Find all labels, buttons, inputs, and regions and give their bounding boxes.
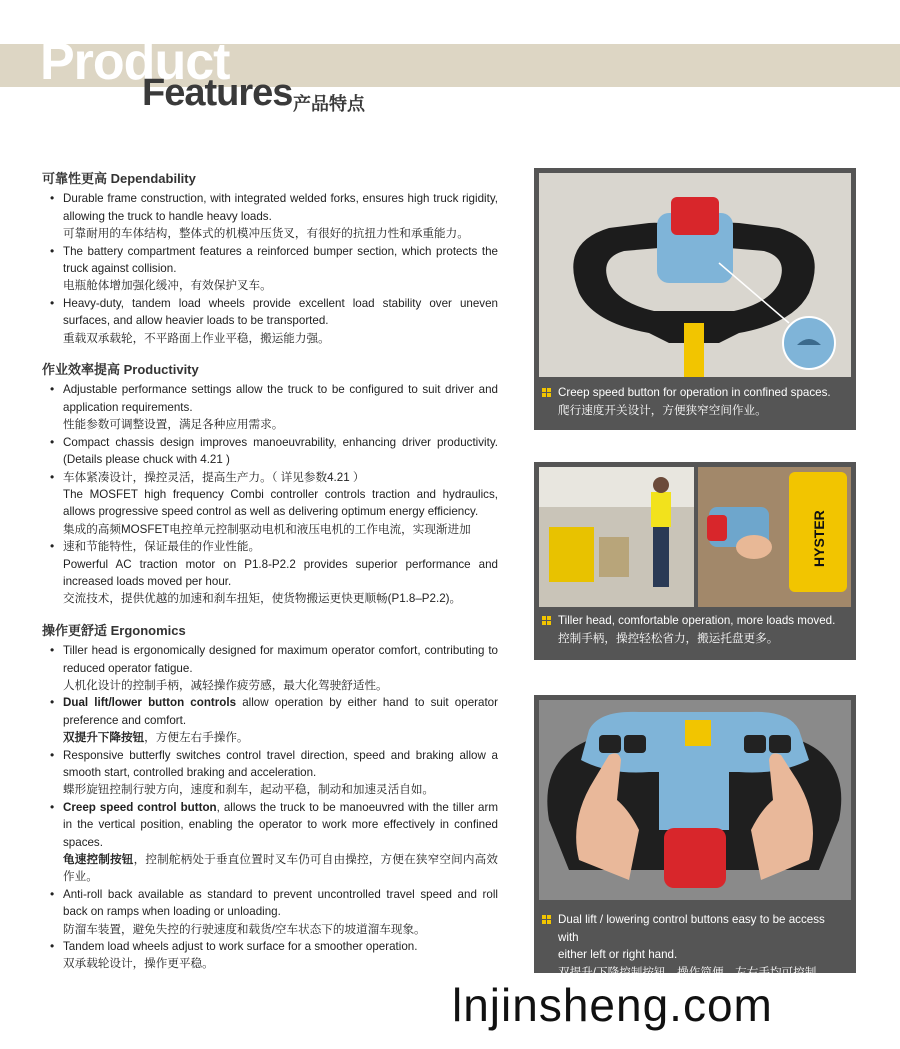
panel-caption (542, 384, 848, 419)
item-cn: 性能参数可调整设置，满足各种应用需求。 (63, 418, 284, 432)
panel-caption (542, 911, 848, 981)
item-cn-bold: 龟速控制按钮 (63, 853, 134, 867)
item-cn: 电瓶舱体增加强化缓冲，有效保护叉车。 (63, 279, 272, 293)
section-ergonomics (42, 622, 498, 973)
caption-bullet-icon (542, 388, 551, 397)
item-cn: 双承载轮设计，操作更平稳。 (63, 957, 214, 971)
section-heading: 作业效率提高 Productivity (42, 362, 199, 378)
list-item-continuation (42, 590, 498, 607)
caption-cn: 爬行速度开关设计，方便狭窄空间作业。 (558, 403, 767, 417)
item-en-bold: Dual lift/lower button controls (63, 696, 237, 710)
item-en: Compact chassis design improves manoeuvrability, enhancing driver productivity. (Details please chuck with 4.21 ) (63, 435, 498, 467)
caption-cn: 控制手柄，操控轻松省力，搬运托盘更多。 (558, 631, 779, 645)
item-en: Adjustable performance settings allow the truck to be configured to suit driver and application requirements. (63, 383, 498, 414)
list-item (42, 434, 498, 469)
item-cn: 交流技术，提供优越的加速和刹车扭矩，使货物搬运更快更顺畅(P1.8–P2.2)。 (63, 592, 462, 606)
caption-bullet-icon (542, 616, 551, 625)
caption-en-line2: either left or right hand. (558, 948, 678, 962)
item-en: Heavy-duty, tandem load wheels provide excellent load stability over uneven surfaces, and allow heavier loads to be transported. (63, 296, 498, 328)
caption-en: Tiller head, comfortable operation, more loads moved. (558, 614, 836, 627)
dual-button-hands-photo (539, 700, 851, 900)
item-cn: 可靠耐用的车体结构，整体式的机模冲压货叉，有很好的抗扭力性和承重能力。 (63, 227, 469, 241)
item-en: Tandem load wheels adjust to work surface for a smoother operation. (63, 940, 418, 954)
warehouse-operator-photo (539, 467, 851, 607)
item-cn: 集成的高频MOSFET电控单元控制驱动电机和液压电机的工作电流，实现渐进加 (63, 522, 471, 536)
photo-panel-tiller-head (534, 462, 856, 660)
photo-panel-dual-lift (534, 695, 856, 979)
list-item-continuation (42, 521, 498, 538)
list-item (42, 938, 498, 973)
item-cn-bold: 双提升下降按钮 (63, 731, 145, 745)
title-product: Product (40, 33, 230, 91)
item-cn: 速和节能特性，保证最佳的作业性能。 (63, 540, 261, 554)
list-item (42, 190, 498, 242)
list-item (42, 381, 498, 433)
caption-en: Creep speed button for operation in confined spaces. (558, 386, 831, 399)
item-en: Responsive butterfly switches control travel direction, speed and braking allow a smooth start, controlled braking and acceleration. (63, 748, 498, 779)
watermark-text: lnjinsheng.com (452, 979, 773, 1031)
tiller-handle-photo (539, 173, 851, 377)
photo-panel-creep-speed (534, 168, 856, 430)
item-cn: ，控制舵柄处于垂直位置时叉车仍可自由操控，方便在狭窄空间内高效作业。 (63, 853, 498, 884)
caption-en: Dual lift / lowering control buttons easy to be access with (558, 913, 825, 944)
item-en: Durable frame construction, with integrated welded forks, ensures high truck rigidity, allowing the truck to handle heavy loads. (63, 192, 498, 223)
title-features-cn: 产品特点 (293, 94, 365, 114)
caption-cn: 双提升/下降控制按钮，操作简便，左右手均可控制。 (558, 965, 828, 979)
hyster-brand-label: HYSTER (811, 510, 827, 567)
list-item (42, 295, 498, 347)
list-item (42, 469, 498, 521)
features-text-column (42, 170, 498, 987)
item-cn: 车体紧凑设计，操控灵活，提高生产力。（ 详见参数4.21 ） (63, 470, 365, 484)
item-cn: 人机化设计的控制手柄，减轻操作疲劳感，最大化驾驶舒适性。 (63, 678, 388, 692)
list-item (42, 747, 498, 799)
item-en: Anti-roll back available as standard to prevent uncontrolled travel speed and roll back on ramps when loading or unloading. (63, 887, 498, 919)
item-cn: ，方便左右手操作。 (144, 731, 249, 745)
item-en: Tiller head is ergonomically designed for maximum operator comfort, contributing to reduced operator fatigue. (63, 644, 498, 675)
list-item (42, 886, 498, 938)
list-item (42, 243, 498, 295)
item-en: allow operation by either hand to suit operator preference and comfort. (63, 696, 498, 727)
section-heading: 可靠性更高 Dependability (42, 171, 196, 186)
item-cn: 防溜车装置，避免失控的行驶速度和载货/空车状态下的坡道溜车现象。 (63, 922, 426, 936)
list-item (42, 799, 498, 886)
section-heading: 操作更舒适 Ergonomics (42, 622, 186, 638)
section-productivity (42, 361, 498, 608)
item-cn: 蝶形旋钮控制行驶方向，速度和刹车，起动平稳，制动和加速灵活自如。 (63, 783, 435, 797)
list-item (42, 642, 498, 694)
item-en-bold: Creep speed control button (63, 800, 217, 814)
item-en: Powerful AC traction motor on P1.8-P2.2 provides superior performance and increased loads moved per hour. (63, 557, 498, 588)
caption-bullet-icon (542, 915, 551, 924)
section-dependability (42, 170, 498, 347)
item-en: The MOSFET high frequency Combi controller controls traction and hydraulics, allows progressive speed control as well as delivering optimum energy efficiency. (63, 487, 498, 519)
item-cn: 重载双承载轮，不平路面上作业平稳，搬运能力强。 (63, 331, 330, 345)
title-features: Features (142, 72, 293, 114)
item-en: The battery compartment features a reinforced bumper section, which protects the truck against collision. (63, 244, 498, 276)
item-en: , allows the truck to be manoeuvred with the tiller arm in the vertical position, enabling the operator to work more effectively in confined spaces. (63, 800, 498, 849)
list-item (42, 538, 498, 590)
panel-caption (542, 612, 848, 647)
list-item (42, 694, 498, 746)
